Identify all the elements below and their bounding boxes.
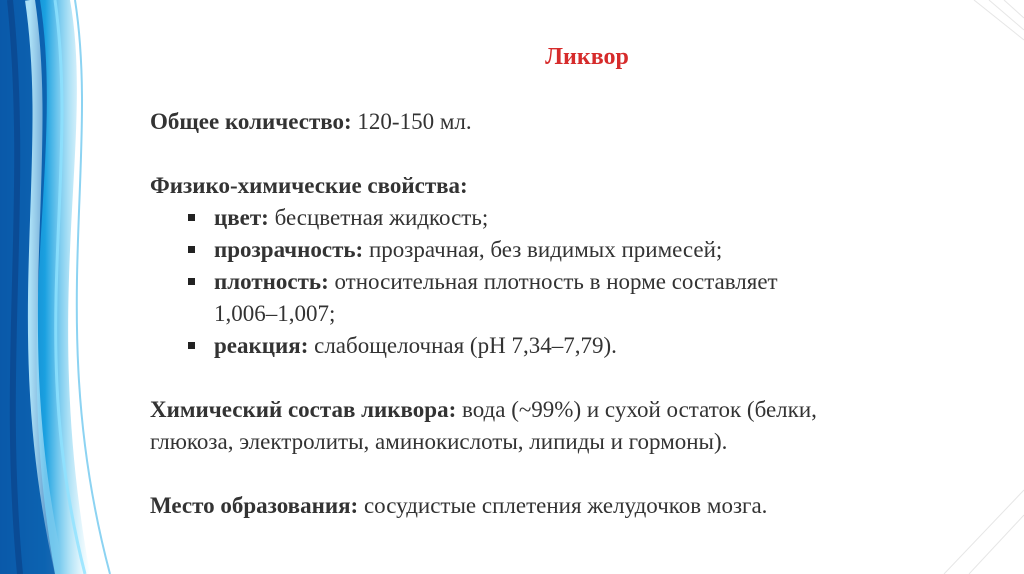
blue-wave-decoration (0, 0, 135, 574)
bullet-icon (188, 278, 195, 285)
properties-list (150, 202, 990, 362)
bullet-icon (188, 214, 195, 221)
slide-content (150, 106, 990, 522)
total-volume-label: Общее количество: (150, 109, 352, 134)
list-item-density: плотность: относительная плотность в норме составляет (150, 266, 990, 298)
slide-title: Ликвор (545, 44, 629, 70)
bullet-icon (188, 246, 195, 253)
total-volume (150, 106, 990, 138)
list-item-color: цвет: бесцветная жидкость; (150, 202, 990, 234)
properties-heading: Физико-химические свойства: (150, 173, 468, 198)
list-item-reaction: реакция: слабощелочная (рН 7,34–7,79). (150, 330, 990, 362)
list-item-transparency: прозрачность: прозрачная, без видимых примесей; (150, 234, 990, 266)
bullet-icon (188, 342, 195, 349)
composition: Химический состав ликвора: вода (~99%) и сухой остаток (белки, глюкоза, электролиты, аминокислоты, липиды и гормоны). (150, 397, 817, 454)
total-volume-value: 120-150 мл. (351, 109, 472, 134)
density-continuation: 1,006–1,007; (214, 301, 336, 326)
origin: Место образования: сосудистые сплетения желудочков мозга. (150, 493, 768, 518)
